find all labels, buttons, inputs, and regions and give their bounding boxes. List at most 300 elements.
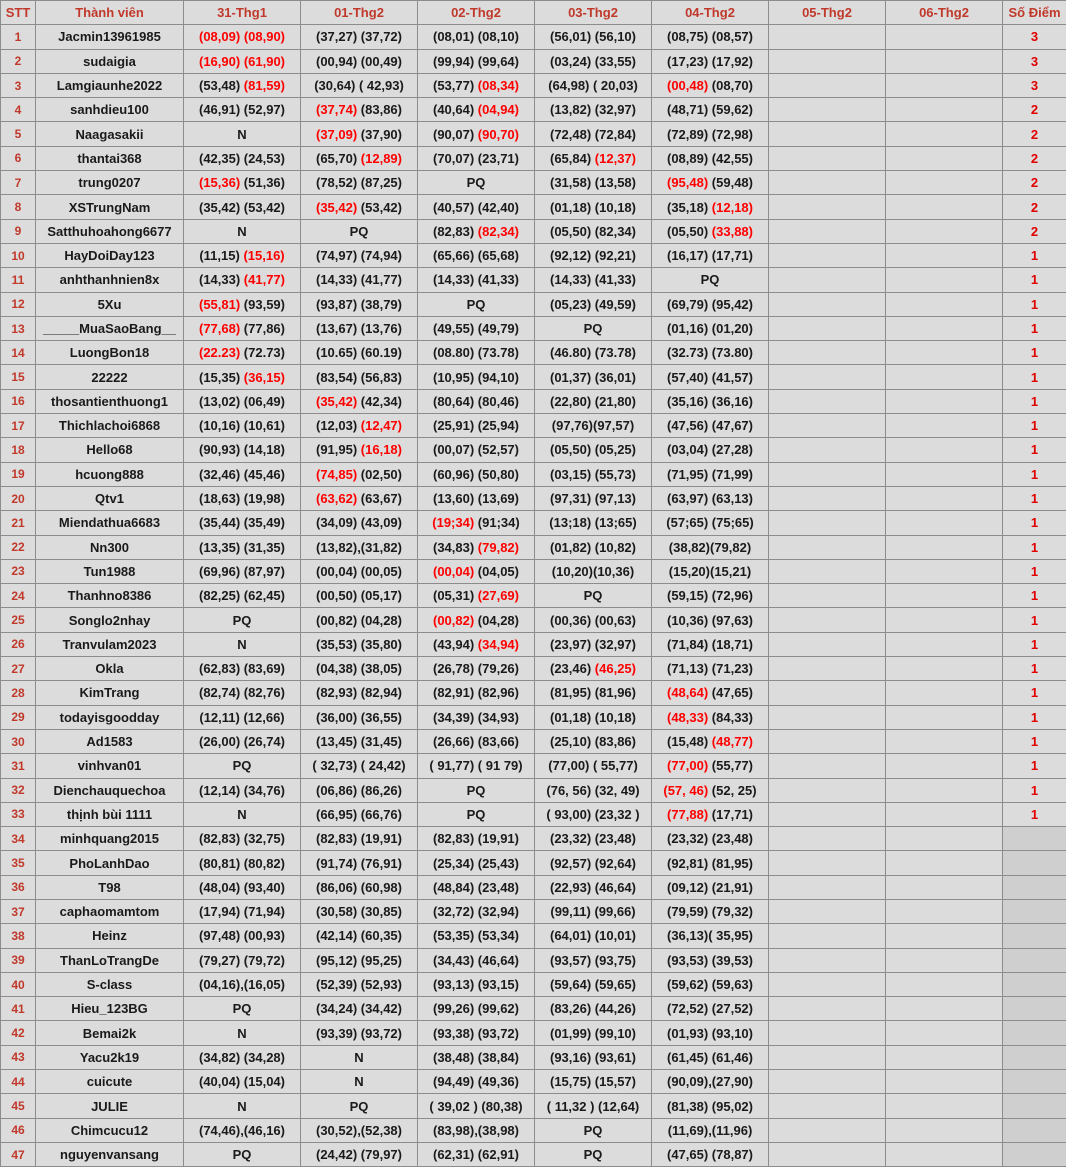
- cell-value: (77,86): [240, 321, 285, 336]
- row-date-cell: [535, 268, 652, 292]
- row-date-cell: [184, 705, 301, 729]
- row-date-cell: [184, 632, 301, 656]
- row-empty-cell: [886, 486, 1003, 510]
- cell-hit-value: (12,47): [361, 418, 402, 433]
- table-row: [1, 681, 1066, 705]
- row-empty-cell: [886, 365, 1003, 389]
- row-date-cell: [301, 316, 418, 340]
- cell-value: (35,16) (36,16): [667, 394, 753, 409]
- row-date-cell: [184, 729, 301, 753]
- row-date-cell: [535, 219, 652, 243]
- row-date-cell: [184, 49, 301, 73]
- row-date-cell: [535, 948, 652, 972]
- row-date-cell: [301, 122, 418, 146]
- row-score: 1: [1003, 705, 1066, 729]
- row-member-name: cuicute: [36, 1070, 184, 1094]
- row-date-cell: [418, 754, 535, 778]
- row-date-cell: [184, 559, 301, 583]
- header-date-03-thg2: 03-Thg2: [535, 1, 652, 25]
- row-score: 1: [1003, 559, 1066, 583]
- row-date-cell: [535, 511, 652, 535]
- row-date-cell: [418, 486, 535, 510]
- row-date-cell: [652, 73, 769, 97]
- cell-value: (80,81) (80,82): [199, 856, 285, 871]
- header-date-01-thg2: 01-Thg2: [301, 1, 418, 25]
- cell-value: (24,42) (79,97): [316, 1147, 402, 1162]
- row-stt: 2: [1, 49, 36, 73]
- row-empty-cell: [886, 49, 1003, 73]
- row-score: 2: [1003, 195, 1066, 219]
- row-empty-cell: [886, 1118, 1003, 1142]
- cell-value: (08,01) (08,10): [433, 29, 519, 44]
- table-row: [1, 584, 1066, 608]
- row-member-name: Thanhno8386: [36, 584, 184, 608]
- row-date-cell: [652, 657, 769, 681]
- cell-value: (83,54) (56,83): [316, 370, 402, 385]
- row-empty-cell: [769, 438, 886, 462]
- cell-value: (03,24) (33,55): [550, 54, 636, 69]
- cell-hit-value: (15,36): [199, 175, 240, 190]
- row-empty-cell: [769, 899, 886, 923]
- table-row: [1, 754, 1066, 778]
- table-row: [1, 1070, 1066, 1094]
- cell-value: N: [237, 637, 246, 652]
- row-date-cell: [418, 802, 535, 826]
- row-date-cell: [301, 608, 418, 632]
- row-date-cell: [418, 98, 535, 122]
- row-date-cell: [652, 875, 769, 899]
- cell-value: (53,35) (53,34): [433, 928, 519, 943]
- table-row: [1, 851, 1066, 875]
- cell-hit-value: (08,34): [478, 78, 519, 93]
- row-date-cell: [652, 851, 769, 875]
- row-score: 1: [1003, 341, 1066, 365]
- row-empty-cell: [886, 997, 1003, 1021]
- row-date-cell: [652, 389, 769, 413]
- row-empty-cell: [769, 316, 886, 340]
- row-date-cell: [652, 243, 769, 267]
- row-date-cell: [652, 1045, 769, 1069]
- row-date-cell: [301, 1094, 418, 1118]
- cell-value: (15,35): [199, 370, 244, 385]
- row-member-name: PhoLanhDao: [36, 851, 184, 875]
- row-date-cell: [418, 1118, 535, 1142]
- row-date-cell: [418, 341, 535, 365]
- row-date-cell: [184, 827, 301, 851]
- row-date-cell: [301, 972, 418, 996]
- cell-value: (12,11) (12,66): [199, 710, 284, 725]
- cell-hit-value: (74,85): [316, 467, 357, 482]
- table-row: [1, 1094, 1066, 1118]
- row-date-cell: [535, 559, 652, 583]
- row-stt: 16: [1, 389, 36, 413]
- row-date-cell: [535, 49, 652, 73]
- row-date-cell: [184, 73, 301, 97]
- row-date-cell: [184, 778, 301, 802]
- row-stt: 46: [1, 1118, 36, 1142]
- cell-value: PQ: [467, 175, 486, 190]
- table-row: [1, 171, 1066, 195]
- row-date-cell: [418, 681, 535, 705]
- row-date-cell: [301, 559, 418, 583]
- row-date-cell: [535, 608, 652, 632]
- row-date-cell: [418, 195, 535, 219]
- cell-value: ( 11,32 ) (12,64): [547, 1099, 640, 1114]
- row-date-cell: [184, 657, 301, 681]
- row-empty-cell: [769, 1045, 886, 1069]
- cell-hit-value: (61,90): [244, 54, 285, 69]
- row-date-cell: [301, 778, 418, 802]
- table-row: [1, 73, 1066, 97]
- cell-value: (40,57) (42,40): [433, 200, 519, 215]
- row-empty-cell: [769, 997, 886, 1021]
- cell-value: (18,63) (19,98): [199, 491, 285, 506]
- row-date-cell: [301, 802, 418, 826]
- cell-value: (74,46),(46,16): [199, 1123, 285, 1138]
- row-date-cell: [652, 899, 769, 923]
- row-score: 1: [1003, 802, 1066, 826]
- row-date-cell: [418, 219, 535, 243]
- cell-hit-value: (95,48): [667, 175, 708, 190]
- cell-hit-value: (36,15): [244, 370, 285, 385]
- cell-value: (46,91) (52,97): [199, 102, 285, 117]
- row-date-cell: [418, 851, 535, 875]
- row-empty-cell: [769, 292, 886, 316]
- cell-value: (63,97) (63,13): [667, 491, 753, 506]
- row-empty-cell: [886, 924, 1003, 948]
- cell-value: N: [354, 1050, 363, 1065]
- row-empty-cell: [886, 389, 1003, 413]
- cell-value: (13,45) (31,45): [316, 734, 402, 749]
- row-member-name: Tun1988: [36, 559, 184, 583]
- cell-value: (86,06) (60,98): [316, 880, 402, 895]
- row-date-cell: [301, 462, 418, 486]
- row-date-cell: [535, 729, 652, 753]
- cell-value: (69,79) (95,42): [667, 297, 753, 312]
- cell-value: ( 32,73) ( 24,42): [312, 758, 405, 773]
- row-date-cell: [535, 802, 652, 826]
- row-empty-cell: [886, 632, 1003, 656]
- cell-value: PQ: [467, 807, 486, 822]
- cell-value: (47,65) (78,87): [667, 1147, 753, 1162]
- cell-hit-value: (41,77): [244, 272, 285, 287]
- row-score: 1: [1003, 681, 1066, 705]
- cell-value: (40,64): [433, 102, 478, 117]
- row-date-cell: [418, 511, 535, 535]
- cell-value: (01,18) (10,18): [550, 710, 636, 725]
- cell-value: (57,40) (41,57): [667, 370, 753, 385]
- cell-value: (10,20)(10,36): [552, 564, 634, 579]
- row-empty-cell: [769, 98, 886, 122]
- row-date-cell: [535, 657, 652, 681]
- cell-value: PQ: [350, 224, 369, 239]
- row-date-cell: [418, 559, 535, 583]
- row-member-name: _____MuaSaoBang__: [36, 316, 184, 340]
- row-date-cell: [184, 341, 301, 365]
- cell-hit-value: (48,77): [712, 734, 753, 749]
- row-empty-cell: [769, 608, 886, 632]
- row-score: [1003, 899, 1066, 923]
- row-score: [1003, 1094, 1066, 1118]
- row-date-cell: [301, 268, 418, 292]
- row-date-cell: [652, 316, 769, 340]
- cell-value: (93,53) (39,53): [667, 953, 753, 968]
- row-empty-cell: [769, 778, 886, 802]
- cell-value: (04,16),(16,05): [199, 977, 285, 992]
- cell-value: (37,27) (37,72): [316, 29, 402, 44]
- cell-value: N: [237, 807, 246, 822]
- cell-hit-value: (33,88): [712, 224, 753, 239]
- cell-value: PQ: [584, 1123, 603, 1138]
- cell-value: (71,95) (71,99): [667, 467, 753, 482]
- cell-value: (52,39) (52,93): [316, 977, 402, 992]
- row-empty-cell: [769, 1070, 886, 1094]
- row-score: 1: [1003, 414, 1066, 438]
- row-member-name: Dienchauquechoa: [36, 778, 184, 802]
- table-row: [1, 365, 1066, 389]
- row-date-cell: [652, 219, 769, 243]
- table-row: [1, 729, 1066, 753]
- cell-value: (10.65) (60.19): [316, 345, 402, 360]
- row-date-cell: [184, 1094, 301, 1118]
- row-date-cell: [535, 584, 652, 608]
- row-member-name: KimTrang: [36, 681, 184, 705]
- table-row: [1, 243, 1066, 267]
- row-empty-cell: [886, 729, 1003, 753]
- row-empty-cell: [886, 195, 1003, 219]
- row-empty-cell: [769, 73, 886, 97]
- row-date-cell: [301, 292, 418, 316]
- row-date-cell: [184, 1021, 301, 1045]
- row-date-cell: [418, 365, 535, 389]
- cell-value: (05,50) (82,34): [550, 224, 636, 239]
- cell-value: (06,86) (86,26): [316, 783, 402, 798]
- cell-value: (13,35) (31,35): [199, 540, 285, 555]
- row-date-cell: [184, 511, 301, 535]
- row-empty-cell: [886, 972, 1003, 996]
- row-date-cell: [184, 146, 301, 170]
- cell-value: (59,15) (72,96): [667, 588, 753, 603]
- row-empty-cell: [769, 243, 886, 267]
- row-date-cell: [535, 972, 652, 996]
- row-stt: 29: [1, 705, 36, 729]
- row-empty-cell: [886, 608, 1003, 632]
- header-date-31-thg1: 31-Thg1: [184, 1, 301, 25]
- table-row: [1, 875, 1066, 899]
- cell-value: PQ: [701, 272, 720, 287]
- row-date-cell: [652, 997, 769, 1021]
- cell-value: PQ: [233, 1001, 252, 1016]
- row-member-name: Jacmin13961985: [36, 25, 184, 49]
- row-stt: 37: [1, 899, 36, 923]
- table-row: [1, 462, 1066, 486]
- cell-value: (01,37) (36,01): [550, 370, 636, 385]
- row-member-name: LuongBon18: [36, 341, 184, 365]
- row-empty-cell: [769, 559, 886, 583]
- row-date-cell: [301, 146, 418, 170]
- row-date-cell: [535, 705, 652, 729]
- cell-value: (23,32) (23,48): [550, 831, 636, 846]
- cell-value: (12,14) (34,76): [199, 783, 285, 798]
- row-stt: 5: [1, 122, 36, 146]
- cell-hit-value: (08,09): [199, 29, 240, 44]
- cell-value: (34,43) (46,64): [433, 953, 519, 968]
- row-empty-cell: [886, 827, 1003, 851]
- cell-value: (25,91) (25,94): [433, 418, 519, 433]
- row-date-cell: [301, 171, 418, 195]
- row-date-cell: [535, 195, 652, 219]
- cell-value: (55,77): [708, 758, 753, 773]
- cell-value: (65,70): [316, 151, 361, 166]
- table-row: [1, 122, 1066, 146]
- cell-value: (23,32) (23,48): [667, 831, 753, 846]
- row-date-cell: [301, 219, 418, 243]
- row-date-cell: [184, 754, 301, 778]
- row-date-cell: [652, 438, 769, 462]
- row-date-cell: [418, 122, 535, 146]
- cell-value: (01,18) (10,18): [550, 200, 636, 215]
- row-date-cell: [652, 827, 769, 851]
- cell-value: (34,82) (34,28): [199, 1050, 285, 1065]
- row-date-cell: [301, 414, 418, 438]
- row-empty-cell: [886, 754, 1003, 778]
- table-row: [1, 997, 1066, 1021]
- row-date-cell: [184, 1118, 301, 1142]
- row-score: 1: [1003, 438, 1066, 462]
- row-empty-cell: [769, 657, 886, 681]
- cell-value: (30,58) (30,85): [316, 904, 402, 919]
- row-stt: 38: [1, 924, 36, 948]
- row-date-cell: [418, 438, 535, 462]
- row-date-cell: [418, 657, 535, 681]
- cell-hit-value: (12,89): [361, 151, 402, 166]
- row-date-cell: [652, 729, 769, 753]
- cell-value: (82,83): [433, 224, 478, 239]
- cell-hit-value: (00,04): [433, 564, 474, 579]
- row-date-cell: [535, 292, 652, 316]
- row-date-cell: [535, 1021, 652, 1045]
- cell-value: (49,55) (49,79): [433, 321, 519, 336]
- row-date-cell: [301, 827, 418, 851]
- cell-value: PQ: [584, 1147, 603, 1162]
- row-date-cell: [652, 341, 769, 365]
- row-date-cell: [652, 292, 769, 316]
- row-member-name: S-class: [36, 972, 184, 996]
- row-stt: 11: [1, 268, 36, 292]
- cell-value: (61,45) (61,46): [667, 1050, 753, 1065]
- row-date-cell: [301, 729, 418, 753]
- row-stt: 1: [1, 25, 36, 49]
- row-date-cell: [535, 73, 652, 97]
- row-date-cell: [418, 875, 535, 899]
- row-stt: 47: [1, 1142, 36, 1166]
- cell-value: (42,35) (24,53): [199, 151, 285, 166]
- cell-value: (82,91) (82,96): [433, 685, 519, 700]
- row-stt: 27: [1, 657, 36, 681]
- row-date-cell: [301, 73, 418, 97]
- row-member-name: HayDoiDay123: [36, 243, 184, 267]
- row-date-cell: [418, 778, 535, 802]
- cell-hit-value: (77,68): [199, 321, 240, 336]
- row-member-name: 22222: [36, 365, 184, 389]
- row-date-cell: [652, 462, 769, 486]
- cell-value: (10,16) (10,61): [199, 418, 285, 433]
- row-stt: 21: [1, 511, 36, 535]
- row-date-cell: [652, 171, 769, 195]
- cell-value: (08,70): [708, 78, 753, 93]
- cell-hit-value: (55,81): [199, 297, 240, 312]
- cell-value: (38,48) (38,84): [433, 1050, 519, 1065]
- cell-hit-value: (22.23): [199, 345, 240, 360]
- row-empty-cell: [769, 341, 886, 365]
- cell-value: (17,23) (17,92): [667, 54, 753, 69]
- row-date-cell: [652, 1118, 769, 1142]
- row-date-cell: [535, 1045, 652, 1069]
- cell-value: (53,42): [357, 200, 402, 215]
- cell-value: (93,87) (38,79): [316, 297, 402, 312]
- cell-value: (14,33): [199, 272, 244, 287]
- row-date-cell: [418, 632, 535, 656]
- row-score: 1: [1003, 608, 1066, 632]
- cell-value: (83,26) (44,26): [550, 1001, 636, 1016]
- row-date-cell: [418, 972, 535, 996]
- row-empty-cell: [769, 389, 886, 413]
- row-date-cell: [535, 122, 652, 146]
- row-empty-cell: [769, 1094, 886, 1118]
- cell-value: (59,62) (59,63): [667, 977, 753, 992]
- cell-value: (72,52) (27,52): [667, 1001, 753, 1016]
- row-empty-cell: [886, 1070, 1003, 1094]
- row-date-cell: [184, 875, 301, 899]
- row-date-cell: [418, 535, 535, 559]
- row-stt: 41: [1, 997, 36, 1021]
- cell-value: (14,33) (41,33): [433, 272, 519, 287]
- row-date-cell: [535, 778, 652, 802]
- row-date-cell: [535, 1094, 652, 1118]
- row-date-cell: [301, 98, 418, 122]
- cell-hit-value: (90,70): [478, 127, 519, 142]
- cell-value: (14,33) (41,77): [316, 272, 402, 287]
- row-empty-cell: [886, 657, 1003, 681]
- row-date-cell: [418, 316, 535, 340]
- cell-value: (72.73): [240, 345, 285, 360]
- cell-value: (05,50): [667, 224, 712, 239]
- cell-value: (42,34): [357, 394, 402, 409]
- row-member-name: nguyenvansang: [36, 1142, 184, 1166]
- cell-value: (32,46) (45,46): [199, 467, 285, 482]
- table-row: [1, 827, 1066, 851]
- row-member-name: todayisgoodday: [36, 705, 184, 729]
- row-empty-cell: [769, 365, 886, 389]
- cell-value: (34,83): [433, 540, 478, 555]
- row-empty-cell: [769, 25, 886, 49]
- row-score: 2: [1003, 146, 1066, 170]
- row-score: 3: [1003, 25, 1066, 49]
- row-empty-cell: [886, 1045, 1003, 1069]
- row-member-name: Miendathua6683: [36, 511, 184, 535]
- row-score: 1: [1003, 243, 1066, 267]
- row-date-cell: [301, 899, 418, 923]
- row-date-cell: [652, 49, 769, 73]
- row-empty-cell: [886, 219, 1003, 243]
- cell-value: (46.80) (73.78): [550, 345, 636, 360]
- row-member-name: Naagasakii: [36, 122, 184, 146]
- row-date-cell: [535, 851, 652, 875]
- row-date-cell: [418, 705, 535, 729]
- cell-value: (95,12) (95,25): [316, 953, 402, 968]
- cell-value: (10,95) (94,10): [433, 370, 519, 385]
- row-empty-cell: [886, 1142, 1003, 1166]
